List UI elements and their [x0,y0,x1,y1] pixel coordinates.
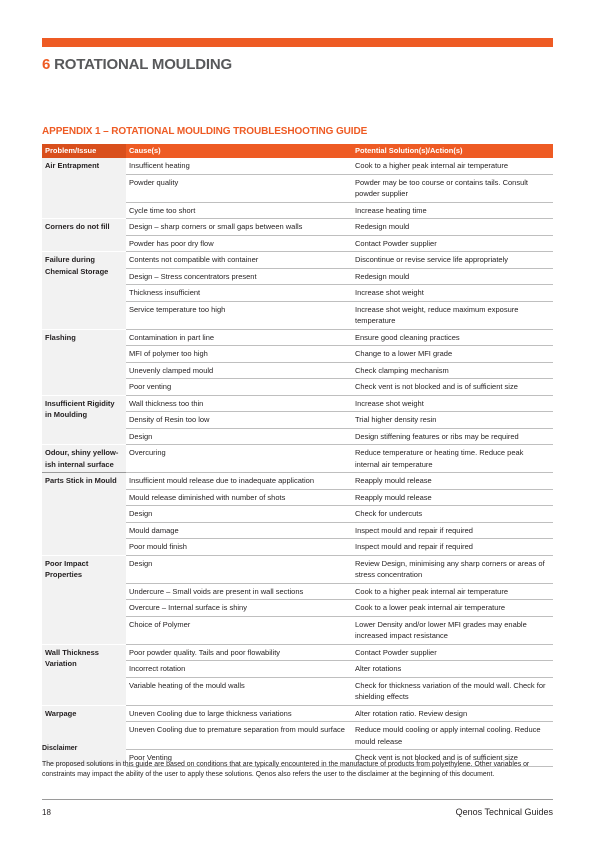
cause-cell: Density of Resin too low [126,412,352,429]
footer-title: Qenos Technical Guides [455,807,553,817]
solution-cell: Inspect mould and repair if required [352,522,553,539]
cause-cell: Cycle time too short [126,202,352,219]
problem-cell: Corners do not fill [42,219,126,252]
table-row [42,644,553,661]
solution-cell: Discontinue or revise service life appropriately [352,252,553,269]
problem-cell: Parts Stick in Mould [42,473,126,556]
solution-cell: Increase shot weight, reduce maximum exposure temperature [352,301,553,329]
table-row [42,329,553,346]
cause-cell: Thickness insufficient [126,285,352,302]
problem-cell: Odour, shiny yellow-ish internal surface [42,445,126,473]
disclaimer-text: The proposed solutions in this guide are based on conditions that are typically encountered in the manufacture of products from polyethylene. Other variables or constraints may impact the ability of the user to apply these solutions. Qenos also refers the user to the disclaimer at the beginning of this document. [42,761,530,778]
solution-cell: Contact Powder supplier [352,644,553,661]
appendix-title: APPENDIX 1 – ROTATIONAL MOULDING TROUBLESHOOTING GUIDE [42,126,368,137]
solution-cell: Reapply mould release [352,489,553,506]
solution-cell: Powder may be too course or contains tails. Consult powder supplier [352,174,553,202]
problem-cell: Wall Thickness Variation [42,644,126,705]
cause-cell: Insufficient mould release due to inadequate application [126,473,352,490]
solution-cell: Inspect mould and repair if required [352,539,553,556]
problem-cell: Insufficient Rigidity in Moulding [42,395,126,445]
cause-cell: Service temperature too high [126,301,352,329]
cause-cell: Design [126,555,352,583]
header-problem: Problem/Issue [42,144,126,158]
table-row [42,252,553,269]
cause-cell: Poor Venting [126,750,352,767]
page-number: 18 [42,808,51,817]
cause-cell: Incorrect rotation [126,661,352,678]
cause-cell: Contents not compatible with container [126,252,352,269]
problem-cell: Warpage [42,705,126,766]
solution-cell: Check clamping mechanism [352,362,553,379]
footer-divider [42,799,553,800]
solution-cell: Cook to a higher peak internal air temperature [352,158,553,174]
solution-cell: Check for undercuts [352,506,553,523]
cause-cell: Powder has poor dry flow [126,235,352,252]
solution-cell: Increase shot weight [352,395,553,412]
cause-cell: Design [126,506,352,523]
table-row [42,555,553,583]
top-accent-bar [42,38,553,47]
cause-cell: Overcuring [126,445,352,473]
problem-cell: Failure during Chemical Storage [42,252,126,330]
cause-cell: Mould damage [126,522,352,539]
cause-cell: Insufficent heating [126,158,352,174]
solution-cell: Cook to a higher peak internal air temperature [352,583,553,600]
cause-cell: Poor powder quality. Tails and poor flowability [126,644,352,661]
table-row [42,445,553,473]
cause-cell: Design – Stress concentrators present [126,268,352,285]
cause-cell: Choice of Polymer [126,616,352,644]
solution-cell: Alter rotations [352,661,553,678]
problem-cell: Air Entrapment [42,158,126,219]
cause-cell: Uneven Cooling due to large thickness variations [126,705,352,722]
header-solution: Potential Solution(s)/Action(s) [352,144,553,158]
solution-cell: Check vent is not blocked and is of sufficient size [352,379,553,396]
solution-cell: Reapply mould release [352,473,553,490]
cause-cell: Wall thickness too thin [126,395,352,412]
solution-cell: Check for thickness variation of the mould wall. Check for shielding effects [352,677,553,705]
cause-cell: Undercure – Small voids are present in wall sections [126,583,352,600]
cause-cell: Overcure – Internal surface is shiny [126,600,352,617]
solution-cell: Reduce temperature or heating time. Reduce peak internal air temperature [352,445,553,473]
table-row [42,395,553,412]
table-row [42,705,553,722]
disclaimer-title: Disclaimer [42,745,78,752]
table-header-row [42,144,553,158]
solution-cell: Increase heating time [352,202,553,219]
cause-cell: Powder quality [126,174,352,202]
cause-cell: Poor mould finish [126,539,352,556]
chapter-number: 6 [42,56,51,73]
cause-cell: Design – sharp corners or small gaps between walls [126,219,352,236]
cause-cell: Contamination in part line [126,329,352,346]
table-row [42,158,553,174]
solution-cell: Cook to a lower peak internal air temperature [352,600,553,617]
cause-cell: Variable heating of the mould walls [126,677,352,705]
solution-cell: Lower Density and/or lower MFI grades may enable increased impact resistance [352,616,553,644]
solution-cell: Check vent is not blocked and is of sufficient size [352,750,553,767]
solution-cell: Increase shot weight [352,285,553,302]
solution-cell: Ensure good cleaning practices [352,329,553,346]
table-body [42,158,553,766]
chapter-title [42,56,232,73]
solution-cell: Redesign mould [352,219,553,236]
solution-cell: Reduce mould cooling or apply internal cooling. Reduce mould release [352,722,553,750]
cause-cell: Mould release diminished with number of shots [126,489,352,506]
table-row [42,473,553,490]
solution-cell: Contact Powder supplier [352,235,553,252]
cause-cell: MFI of polymer too high [126,346,352,363]
table-row [42,219,553,236]
solution-cell: Review Design, minimising any sharp corners or areas of stress concentration [352,555,553,583]
cause-cell: Poor venting [126,379,352,396]
problem-cell: Flashing [42,329,126,395]
header-cause: Cause(s) [126,144,352,158]
solution-cell: Design stiffening features or ribs may be required [352,428,553,445]
cause-cell: Uneven Cooling due to premature separation from mould surface [126,722,352,750]
chapter-name: ROTATIONAL MOULDING [54,56,232,73]
solution-cell: Change to a lower MFI grade [352,346,553,363]
cause-cell: Design [126,428,352,445]
solution-cell: Redesign mould [352,268,553,285]
solution-cell: Alter rotation ratio. Review design [352,705,553,722]
troubleshooting-table [42,144,553,767]
solution-cell: Trial higher density resin [352,412,553,429]
problem-cell: Poor Impact Properties [42,555,126,644]
cause-cell: Unevenly clamped mould [126,362,352,379]
